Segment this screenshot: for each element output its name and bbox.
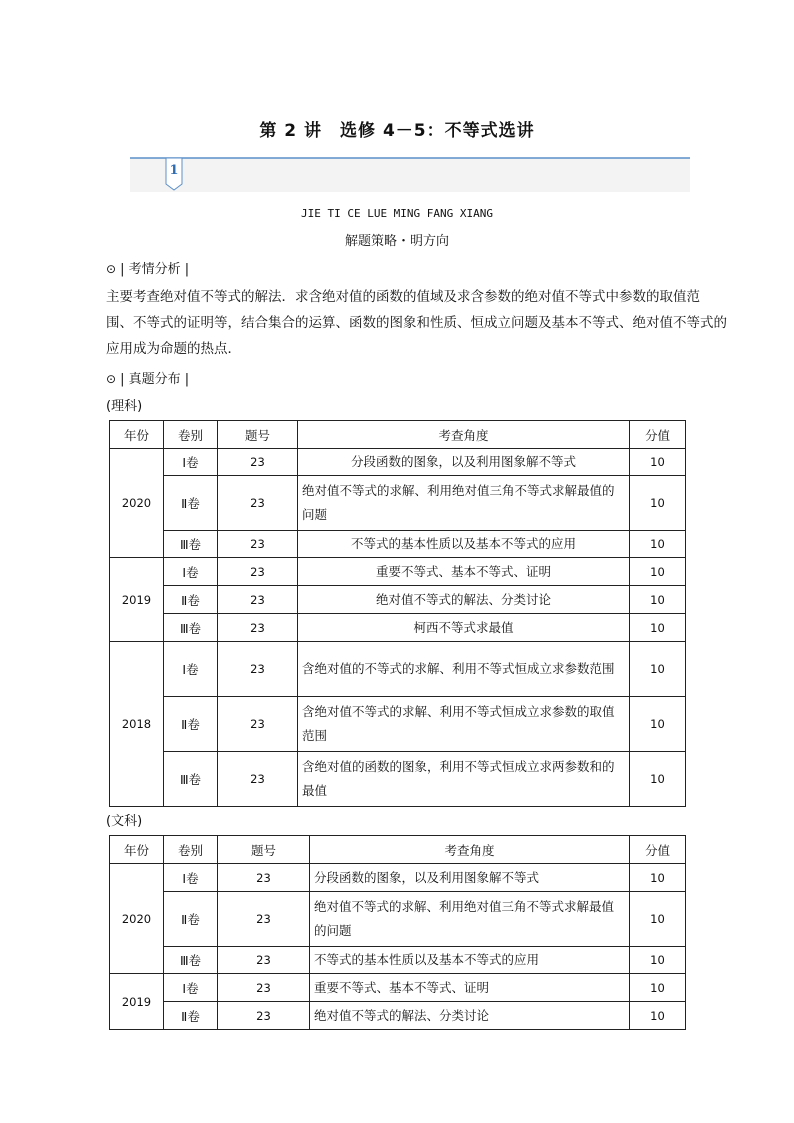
number-cell: 23 <box>218 947 310 974</box>
topic-cell: 含绝对值不等式的求解、利用不等式恒成立求参数的取值范围 <box>298 697 630 752</box>
topic-cell: 含绝对值的不等式的求解、利用不等式恒成立求参数范围 <box>298 642 630 697</box>
paper-cell: Ⅰ卷 <box>164 558 218 586</box>
arts-label: (文科) <box>106 814 143 829</box>
distribution-title: | 真题分布 | <box>120 372 190 387</box>
score-cell: 10 <box>630 449 686 476</box>
circle-dot-icon: ⊙ <box>106 372 117 386</box>
science-table <box>109 420 686 807</box>
year-cell: 2019 <box>110 974 164 1030</box>
topic-cell: 绝对值不等式的解法、分类讨论 <box>310 1002 630 1030</box>
header-year: 年份 <box>110 421 164 449</box>
topic-cell: 绝对值不等式的求解、利用绝对值三角不等式求解最值的问题 <box>298 476 630 531</box>
number-cell: 23 <box>218 614 298 642</box>
paper-cell: Ⅱ卷 <box>164 476 218 531</box>
score-cell: 10 <box>630 1002 686 1030</box>
paper-cell: Ⅰ卷 <box>164 974 218 1002</box>
science-label: (理科) <box>106 399 143 414</box>
analysis-line: 围、不等式的证明等，结合集合的运算、函数的图象和性质、恒成立问题及基本不等式、绝对值不等式的 <box>106 315 727 331</box>
topic-cell: 绝对值不等式的求解、利用绝对值三角不等式求解最值的问题 <box>310 892 630 947</box>
banner-number: 1 <box>169 163 179 178</box>
arts-table <box>109 835 686 1030</box>
paper-cell: Ⅲ卷 <box>164 947 218 974</box>
table-row <box>110 752 686 807</box>
table-row <box>110 864 686 892</box>
subtitle: 解题策略・明方向 <box>344 234 449 249</box>
header-topic: 考查角度 <box>298 421 630 449</box>
table-row <box>110 1002 686 1030</box>
paper-cell: Ⅱ卷 <box>164 892 218 947</box>
table-row <box>110 642 686 697</box>
number-cell: 23 <box>218 864 310 892</box>
topic-cell: 不等式的基本性质以及基本不等式的应用 <box>298 531 630 558</box>
score-cell: 10 <box>630 974 686 1002</box>
topic-cell: 绝对值不等式的解法、分类讨论 <box>298 586 630 614</box>
table-row <box>110 947 686 974</box>
topic-cell: 含绝对值的函数的图象，利用不等式恒成立求两参数和的最值 <box>298 752 630 807</box>
topic-cell: 柯西不等式求最值 <box>298 614 630 642</box>
topic-cell: 重要不等式、基本不等式、证明 <box>310 974 630 1002</box>
table-row <box>110 614 686 642</box>
analysis-line: 应用成为命题的热点． <box>106 341 241 357</box>
section-banner <box>130 156 690 192</box>
paper-cell: Ⅰ卷 <box>164 449 218 476</box>
table-row <box>110 449 686 476</box>
table-row <box>110 476 686 531</box>
table-header-row <box>110 836 686 864</box>
analysis-line: 主要考查绝对值不等式的解法．求含绝对值的函数的值域及求含参数的绝对值不等式中参数的取值范 <box>106 289 700 305</box>
table-row <box>110 586 686 614</box>
number-cell: 23 <box>218 642 298 697</box>
paper-cell: Ⅲ卷 <box>164 614 218 642</box>
header-score: 分值 <box>630 421 686 449</box>
number-cell: 23 <box>218 531 298 558</box>
score-cell: 10 <box>630 531 686 558</box>
table-header-row <box>110 421 686 449</box>
page-title: 第 2 讲 选修 4－5：不等式选讲 <box>259 121 535 141</box>
score-cell: 10 <box>630 892 686 947</box>
number-cell: 23 <box>218 974 310 1002</box>
table-row <box>110 531 686 558</box>
year-cell: 2019 <box>110 558 164 642</box>
year-cell: 2018 <box>110 642 164 807</box>
number-cell: 23 <box>218 586 298 614</box>
header-score: 分值 <box>630 836 686 864</box>
header-number: 题号 <box>218 421 298 449</box>
analysis-title: | 考情分析 | <box>120 262 190 277</box>
number-cell: 23 <box>218 449 298 476</box>
score-cell: 10 <box>630 864 686 892</box>
paper-cell: Ⅰ卷 <box>164 642 218 697</box>
year-cell: 2020 <box>110 864 164 974</box>
score-cell: 10 <box>630 614 686 642</box>
paper-cell: Ⅲ卷 <box>164 531 218 558</box>
score-cell: 10 <box>630 947 686 974</box>
number-cell: 23 <box>218 752 298 807</box>
distribution-heading <box>106 368 189 387</box>
topic-cell: 重要不等式、基本不等式、证明 <box>298 558 630 586</box>
number-cell: 23 <box>218 476 298 531</box>
number-cell: 23 <box>218 558 298 586</box>
paper-cell: Ⅲ卷 <box>164 752 218 807</box>
analysis-heading <box>106 258 189 277</box>
year-cell: 2020 <box>110 449 164 558</box>
score-cell: 10 <box>630 642 686 697</box>
header-number: 题号 <box>218 836 310 864</box>
number-cell: 23 <box>218 697 298 752</box>
number-cell: 23 <box>218 1002 310 1030</box>
pinyin-heading: JIE TI CE LUE MING FANG XIANG <box>300 207 494 220</box>
header-paper: 卷别 <box>164 836 218 864</box>
paper-cell: Ⅱ卷 <box>164 1002 218 1030</box>
table-row <box>110 892 686 947</box>
circle-dot-icon: ⊙ <box>106 262 117 276</box>
score-cell: 10 <box>630 752 686 807</box>
header-paper: 卷别 <box>164 421 218 449</box>
table-row <box>110 974 686 1002</box>
score-cell: 10 <box>630 476 686 531</box>
table-row <box>110 558 686 586</box>
table-row <box>110 697 686 752</box>
analysis-paragraph <box>106 284 727 362</box>
topic-cell: 分段函数的图象，以及利用图象解不等式 <box>298 449 630 476</box>
number-cell: 23 <box>218 892 310 947</box>
paper-cell: Ⅱ卷 <box>164 697 218 752</box>
paper-cell: Ⅰ卷 <box>164 864 218 892</box>
score-cell: 10 <box>630 697 686 752</box>
topic-cell: 不等式的基本性质以及基本不等式的应用 <box>310 947 630 974</box>
score-cell: 10 <box>630 586 686 614</box>
header-topic: 考查角度 <box>310 836 630 864</box>
topic-cell: 分段函数的图象，以及利用图象解不等式 <box>310 864 630 892</box>
score-cell: 10 <box>630 558 686 586</box>
header-year: 年份 <box>110 836 164 864</box>
paper-cell: Ⅱ卷 <box>164 586 218 614</box>
